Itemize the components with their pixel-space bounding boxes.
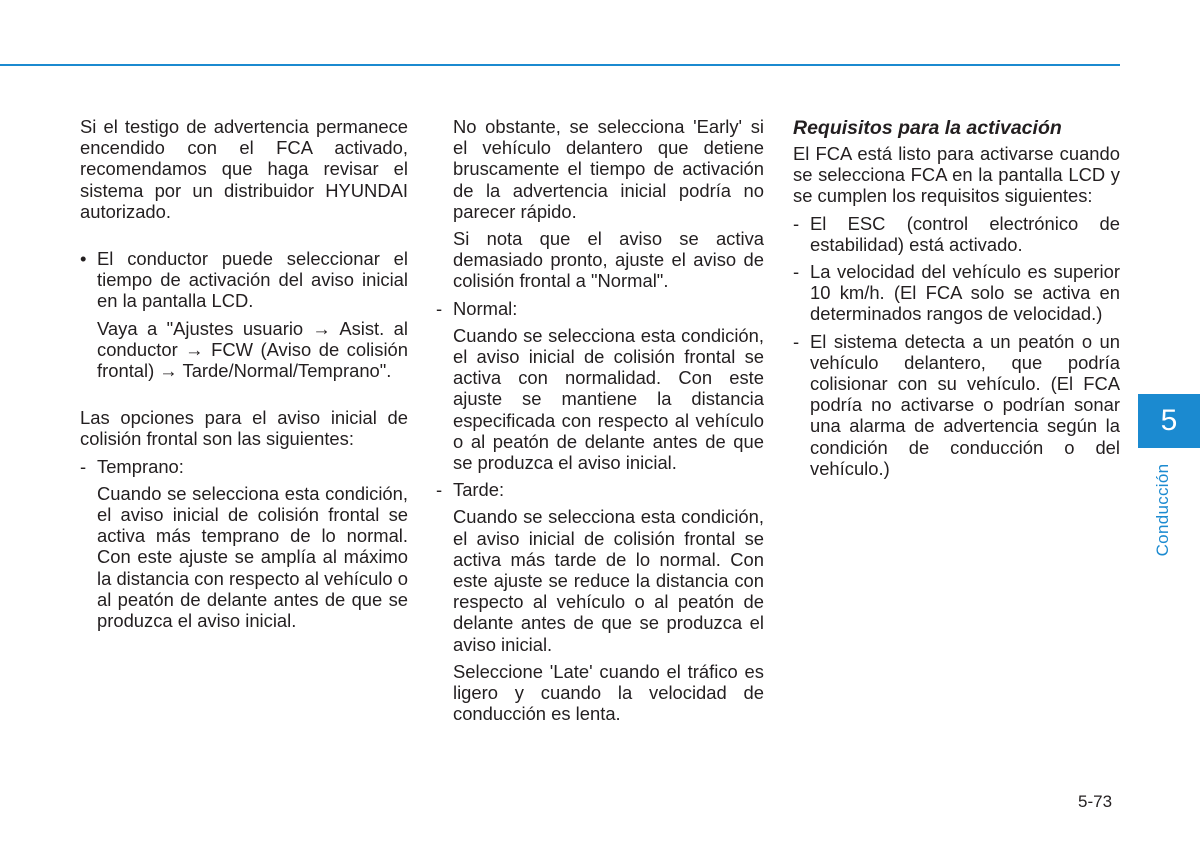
bullet-item	[80, 248, 408, 312]
option-normal	[436, 298, 764, 319]
dash-mark: -	[436, 479, 443, 501]
column-left	[80, 116, 408, 631]
requirement-text: El sistema detecta a un peatón o un vehículo delantero, que podría colisionar con su vehículo. (El FCA podría no activarse o podrían sonar una alarma de advertencia según la condición de conducción o del vehículo.)	[810, 330, 1120, 479]
section-heading: Requisitos para la activación	[793, 117, 1062, 139]
bullet-text: El conductor puede seleccionar el tiempo de activación del aviso inicial en la pantalla LCD.	[97, 248, 408, 312]
option-temprano	[80, 456, 408, 477]
requirement-text: El ESC (control electrónico de estabilidad) está activado.	[810, 212, 1120, 255]
bullet-mark: •	[80, 248, 87, 270]
requirement-item	[793, 261, 1120, 325]
option-description: Cuando se selecciona esta condición, el aviso inicial de colisión frontal se activa más temprano de lo normal. Con este ajuste se amplía al máximo la distancia con respecto al vehículo o al peatón de delante antes de que se produzca el aviso inicial.	[97, 482, 408, 632]
option-title: Normal:	[453, 297, 518, 319]
page-number: 5-73	[1078, 792, 1113, 811]
dash-mark: -	[793, 330, 800, 352]
requirement-text: La velocidad del vehículo es superior 10 km/h. (El FCA solo se activa en determinados rangos de velocidad.)	[810, 261, 1120, 325]
dash-mark: -	[436, 297, 443, 319]
header-rule	[0, 64, 1120, 66]
dash-mark: -	[793, 212, 800, 234]
requirement-item	[793, 213, 1120, 255]
dash-mark: -	[80, 455, 87, 477]
column-middle	[436, 116, 764, 724]
chapter-label-text: Conducción	[1153, 463, 1172, 557]
warning-paragraph: Si el testigo de advertencia permanece encendido con el FCA activado, recomendamos que haga revisar el sistema por un distribuidor HYUNDAI autorizado.	[80, 116, 408, 222]
dash-mark: -	[793, 261, 800, 283]
option-tarde	[436, 479, 764, 500]
option-description: Cuando se selecciona esta condición, el aviso inicial de colisión frontal se activa con normalidad. Con este ajuste se mantiene la distancia especificada con respecto al vehículo o al peatón de delante antes de que se produzca el aviso inicial.	[453, 324, 764, 474]
early-note: No obstante, se selecciona 'Early' si el vehículo delantero que detiene bruscamente el tiempo de activación de la advertencia inicial podría no parecer rápido.	[453, 116, 764, 222]
requirement-item	[793, 331, 1120, 479]
option-title: Temprano:	[97, 455, 184, 477]
chapter-number-tab: 5	[1138, 394, 1200, 448]
late-note: Seleccione 'Late' cuando el tráfico es ligero y cuando la velocidad de conducción es lenta.	[453, 660, 764, 725]
column-right	[793, 116, 1120, 479]
menu-path-text: Vaya a "Ajustes usuario → Asist. al conductor → FCW (Aviso de colisión frontal) → Tarde/Normal/Temprano".	[97, 317, 408, 382]
options-intro: Las opciones para el aviso inicial de colisión frontal son las siguientes:	[80, 407, 408, 450]
adjust-note: Si nota que el aviso se activa demasiado pronto, ajuste el aviso de colisión frontal a "Normal".	[453, 228, 764, 292]
option-description: Cuando se selecciona esta condición, el aviso inicial de colisión frontal se activa más tarde de lo normal. Con este ajuste se reduce la distancia con respecto al vehículo o al peatón de delante antes de que se produzca el aviso inicial.	[453, 506, 764, 655]
option-title: Tarde:	[453, 479, 505, 501]
requirements-intro: El FCA está listo para activarse cuando se selecciona FCA en la pantalla LCD y se cumplen los requisitos siguientes:	[793, 143, 1120, 207]
